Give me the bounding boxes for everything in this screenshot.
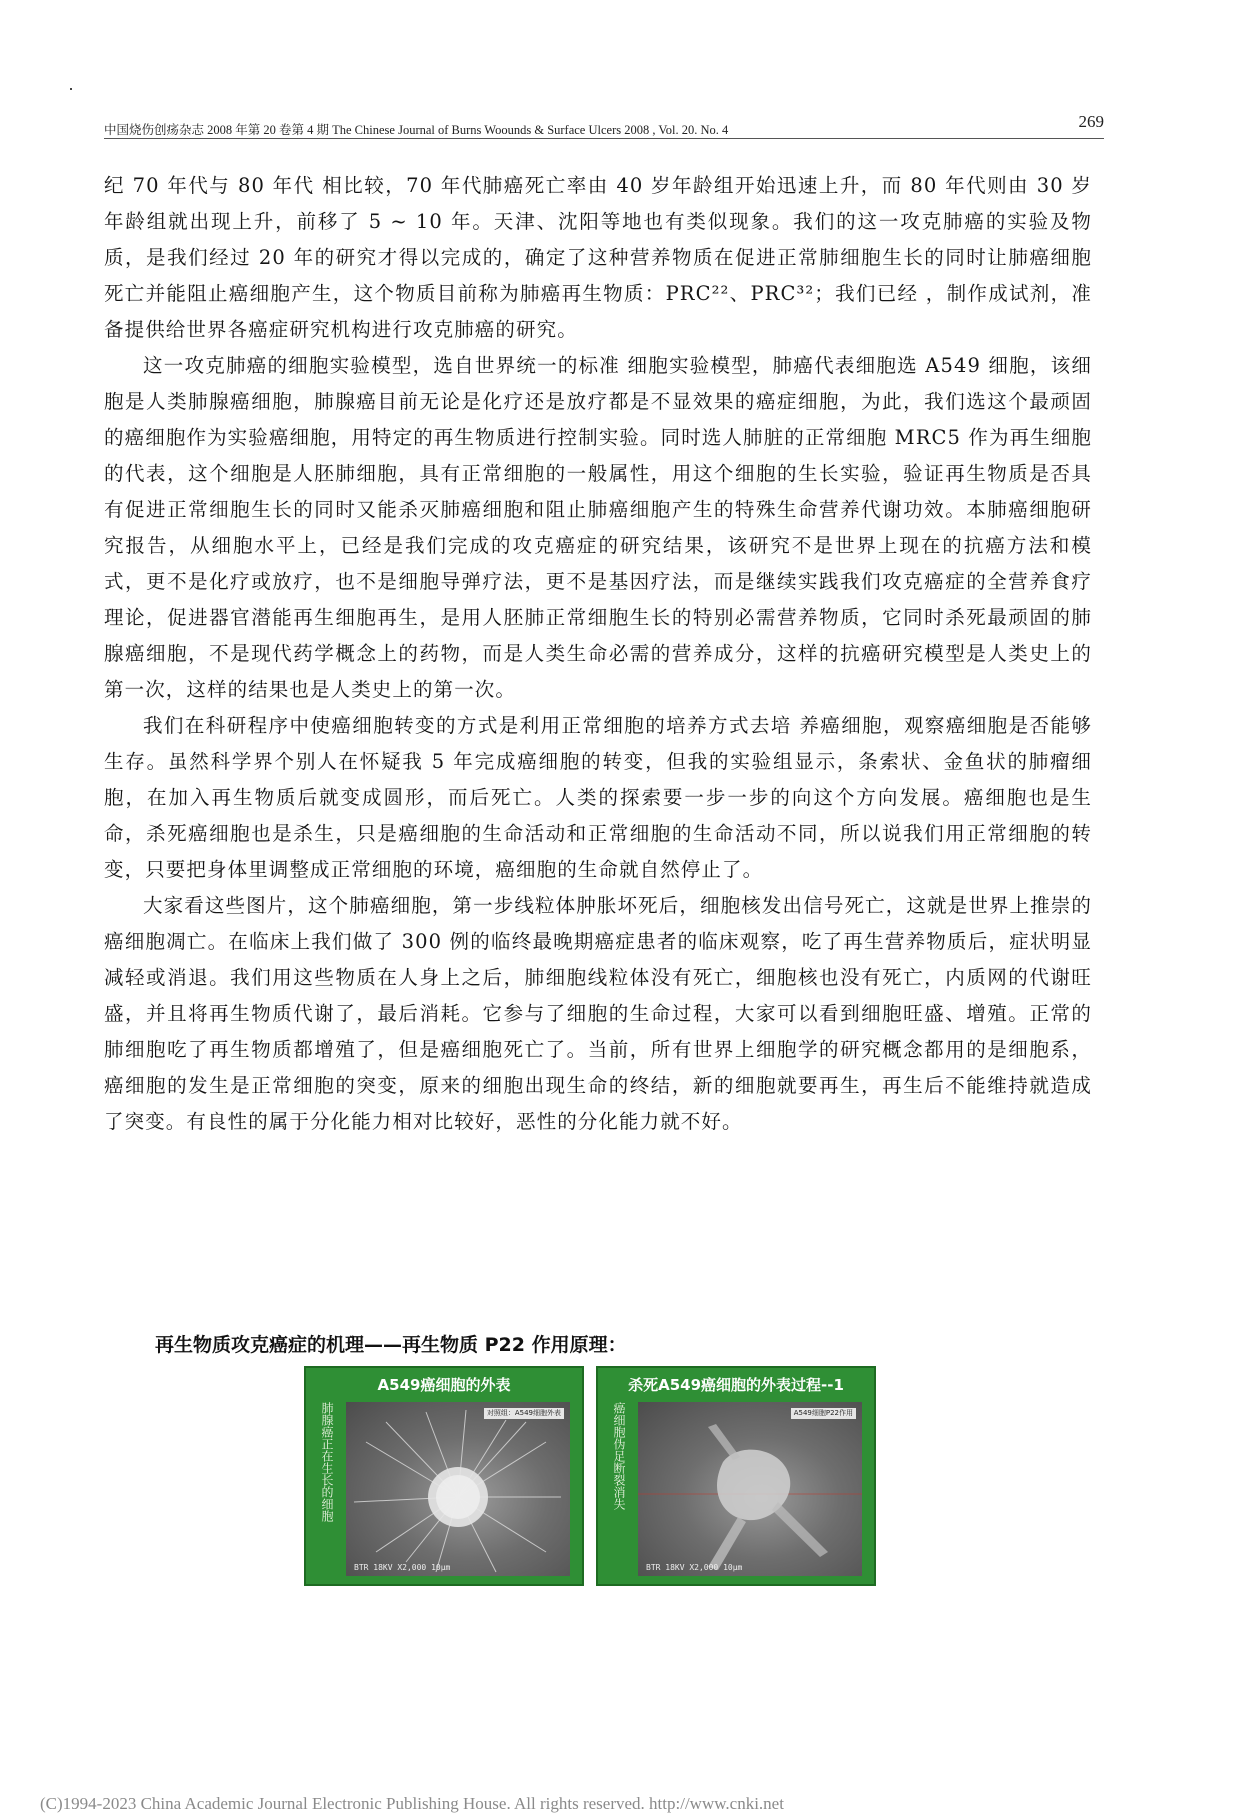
micrograph-caption: A549细胞P22作用 <box>791 1408 856 1419</box>
paragraph-3: 我们在科研程序中使癌细胞转变的方式是利用正常细胞的培养方式去培 养癌细胞，观察癌细胞是否能够生存。虽然科学界个别人在怀疑我 5 年完成癌细胞的转变，但我的实验组显示，条索状、金鱼状的肺瘤细胞，在加入再生物质后就变成圆形，而后死亡。人类的探索要一步一步的向这个方向发展。癌细胞也是生命，杀死癌细胞也是杀生，只是癌细胞的生命活动和正常细胞的生命活动不同，所以说我们用正常细胞的转变，只要把身体里调整成正常细胞的环境，癌细胞的生命就自然停止了。 <box>104 714 1092 881</box>
header-rule <box>104 138 1104 139</box>
figure-a549-surface <box>304 1366 584 1586</box>
figure-title: A549癌细胞的外表 <box>377 1376 511 1394</box>
micrograph-caption: 对照组：A549细胞外表 <box>484 1408 564 1419</box>
page-number: 269 <box>1078 112 1104 131</box>
article-body <box>104 168 1092 1140</box>
scale-bar-text: BTR 18KV X2,000 10μm <box>354 1563 451 1572</box>
scan-mark <box>70 88 72 90</box>
cell-illustration <box>346 1402 570 1576</box>
figure-side-label: 癌细胞伪足断裂消失 <box>612 1402 626 1510</box>
micrograph-image <box>346 1402 570 1576</box>
figure-title: 杀死A549癌细胞的外表过程--1 <box>628 1376 844 1394</box>
cell-illustration <box>638 1402 862 1576</box>
running-header <box>104 112 1104 140</box>
figure-side-label: 肺腺癌正在生长的细胞 <box>320 1402 334 1522</box>
figure-a549-killing-process <box>596 1366 876 1586</box>
paragraph-1: 纪 70 年代与 80 年代 相比较，70 年代肺癌死亡率由 40 岁年龄组开始迅速上升，而 80 年代则由 30 岁年龄组就出现上升，前移了 5 ~ 10 年。天津、沈阳等地也有类似现象。我们的这一攻克肺癌的实验及物质，是我们经过 20 年的研究才得以完成的，确定了这种营养物质在促进正常肺细胞生长的同时让肺癌细胞死亡并能阻止癌细胞产生，这个物质目前称为肺癌再生物质：PRC²²、PRC³²；我们已经 ，制作成试剂，准备提供给世界各癌症研究机构进行攻克肺癌的研究。 <box>104 174 1092 341</box>
scale-bar-text: BTR 18KV X2,000 10μm <box>646 1563 743 1572</box>
section-heading: 再生物质攻克癌症的机理——再生物质 P22 作用原理： <box>155 1334 627 1356</box>
copyright-footer: (C)1994-2023 China Academic Journal Electronic Publishing House. All rights reserved. http://www.cnki.net <box>40 1794 784 1813</box>
paragraph-4: 大家看这些图片，这个肺癌细胞，第一步线粒体肿胀坏死后，细胞核发出信号死亡，这就是世界上推崇的癌细胞凋亡。在临床上我们做了 300 例的临终最晚期癌症患者的临床观察，吃了再生营养物质后，症状明显减轻或消退。我们用这些物质在人身上之后，肺细胞线粒体没有死亡，细胞核也没有死亡，内质网的代谢旺盛，并且将再生物质代谢了，最后消耗。它参与了细胞的生命过程，大家可以看到细胞旺盛、增殖。正常的肺细胞吃了再生物质都增殖了，但是癌细胞死亡了。当前，所有世界上细胞学的研究概念都用的是细胞系，癌细胞的发生是正常细胞的突变，原来的细胞出现生命的终结，新的细胞就要再生，再生后不能维持就造成了突变。有良性的属于分化能力相对比较好，恶性的分化能力就不好。 <box>104 894 1092 1133</box>
micrograph-image <box>638 1402 862 1576</box>
journal-header-text: 中国烧伤创疡杂志 2008 年第 20 卷第 4 期 The Chinese Journal of Burns Woounds & Surface Ulcers 2008 , Vol. 20. No. 4 <box>104 123 729 137</box>
paragraph-2: 这一攻克肺癌的细胞实验模型，选自世界统一的标准 细胞实验模型，肺癌代表细胞选 A549 细胞，该细胞是人类肺腺癌细胞，肺腺癌目前无论是化疗还是放疗都是不显效果的癌症细胞，为此，我们选这个最顽固的癌细胞作为实验癌细胞，用特定的再生物质进行控制实验。同时选人肺脏的正常细胞 MRC5 作为再生细胞的代表，这个细胞是人胚肺细胞，具有正常细胞的一般属性，用这个细胞的生长实验，验证再生物质是否具有促进正常细胞生长的同时又能杀灭肺癌细胞和阻止肺癌细胞产生的特殊生命营养代谢功效。本肺癌细胞研究报告，从细胞水平上，已经是我们完成的攻克癌症的研究结果，该研究不是世界上现在的抗癌方法和模式，更不是化疗或放疗，也不是细胞导弹疗法，更不是基因疗法，而是继续实践我们攻克癌症的全营养食疗理论，促进器官潜能再生细胞再生，是用人胚肺正常细胞生长的特别必需营养物质，它同时杀死最顽固的肺腺癌细胞，不是现代药学概念上的药物，而是人类生命必需的营养成分，这样的抗癌研究模型是人类史上的第一次，这样的结果也是人类史上的第一次。 <box>104 354 1092 701</box>
